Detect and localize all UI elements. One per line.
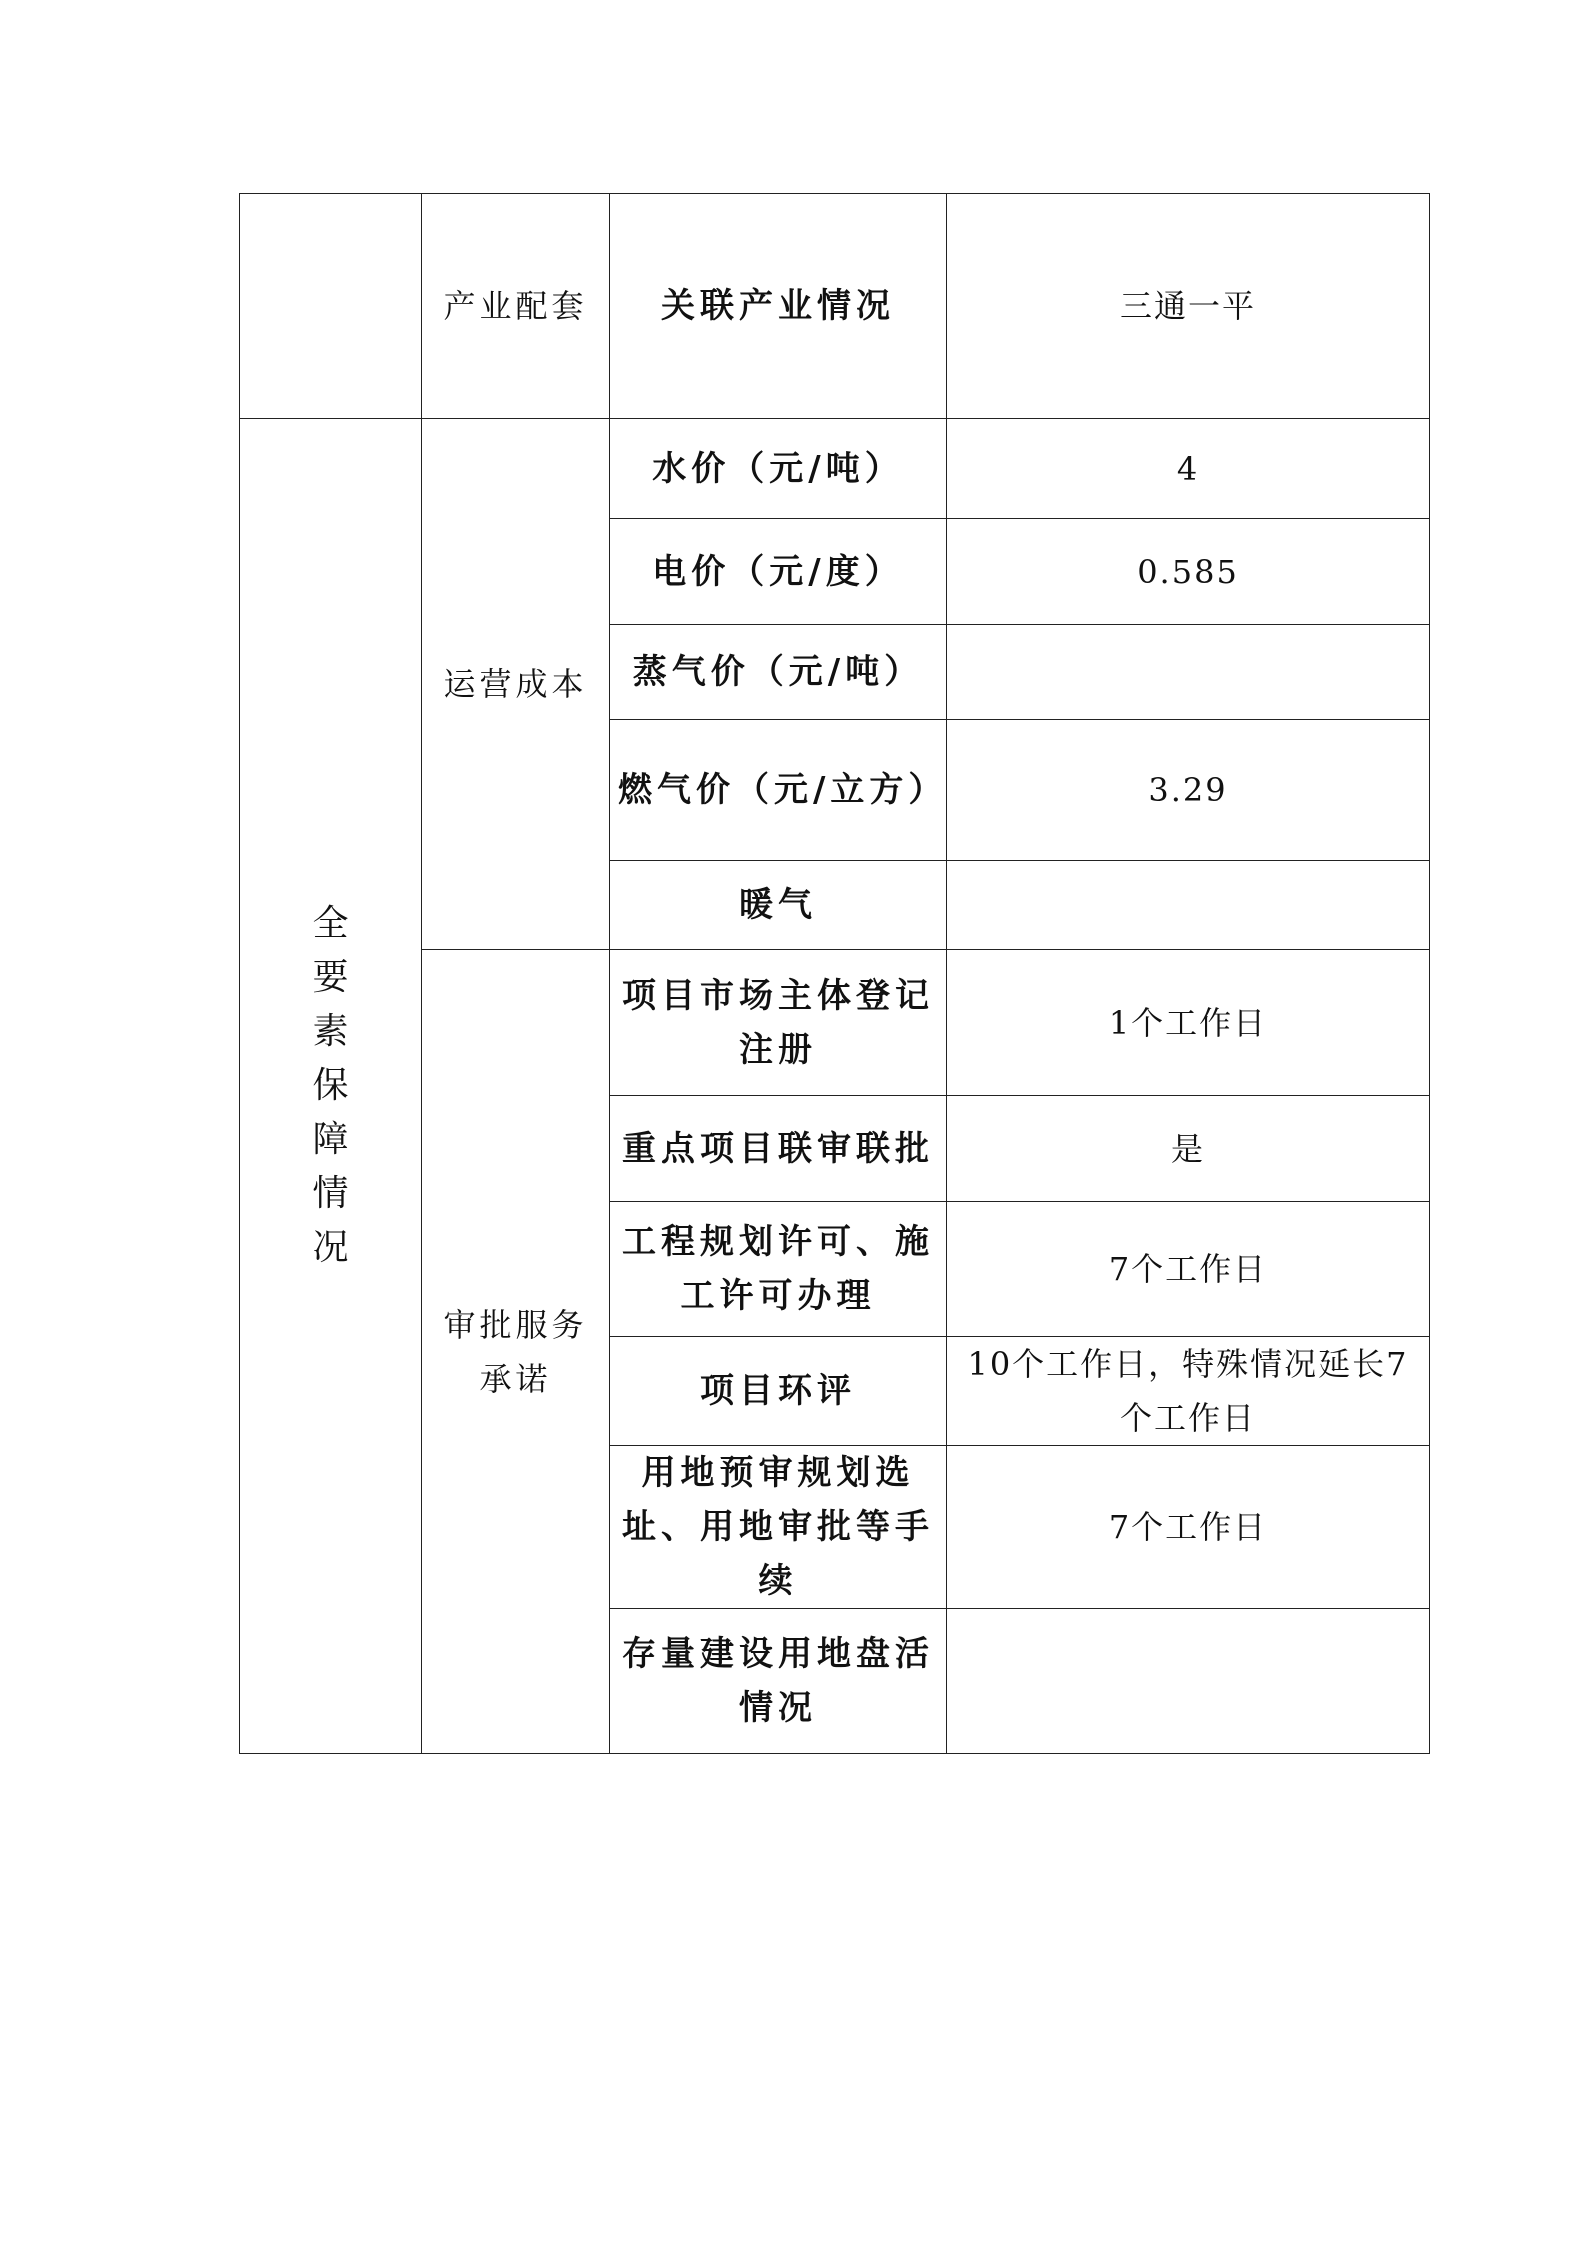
approval-item-cell	[610, 1446, 947, 1609]
group-label-cell	[240, 419, 422, 1754]
approval-value-cell	[947, 1202, 1430, 1337]
group-label-char: 全	[312, 903, 349, 944]
approval-value-cell	[947, 1609, 1430, 1754]
approval-item-cell	[610, 950, 947, 1096]
gas-price-label: 燃气价（元/立方）	[618, 770, 948, 810]
cost-item-cell	[610, 519, 947, 625]
registration-label: 项目市场主体登记注册	[622, 975, 934, 1070]
gas-price-value: 3.29	[1148, 771, 1228, 809]
electricity-price-value: 0.585	[1137, 552, 1239, 591]
approval-item-cell	[610, 1609, 947, 1754]
approval-item-cell	[610, 1337, 947, 1446]
approval-value-cell	[947, 1446, 1430, 1609]
eia-value: 10个工作日，特殊情况延长7个工作日	[967, 1345, 1409, 1437]
group-label-char: 情	[312, 1173, 349, 1214]
planning-permit-value: 7个工作日	[1108, 1250, 1268, 1288]
approval-category-line1: 审批服务	[443, 1305, 588, 1344]
land-approval-label: 用地预审规划选址、用地审批等手续	[622, 1453, 934, 1601]
land-approval-value: 7个工作日	[1108, 1508, 1268, 1546]
approval-value-cell	[947, 1096, 1430, 1202]
operating-cost-category-cell	[422, 419, 610, 950]
guarantee-table	[239, 193, 1430, 1754]
industry-value: 三通一平	[1119, 287, 1256, 325]
cost-value-cell	[947, 861, 1430, 950]
cost-value-cell	[947, 419, 1430, 519]
industry-item-cell	[610, 194, 947, 419]
table-row	[240, 194, 1430, 419]
joint-review-value: 是	[1170, 1129, 1205, 1168]
table-row	[240, 419, 1430, 519]
cost-value-cell	[947, 519, 1430, 625]
group-label-char: 要	[312, 957, 349, 998]
industry-category-cell	[422, 194, 610, 419]
operating-cost-label: 运营成本	[443, 665, 588, 703]
planning-permit-label: 工程规划许可、施工许可办理	[622, 1222, 934, 1316]
approval-value-cell	[947, 950, 1430, 1096]
group-label-char: 保	[312, 1065, 349, 1106]
industry-item-label: 关联产业情况	[661, 286, 895, 326]
industry-category-label: 产业配套	[443, 287, 588, 325]
approval-value-cell	[947, 1337, 1430, 1446]
idle-land-label: 存量建设用地盘活情况	[622, 1634, 934, 1728]
approval-item-cell	[610, 1096, 947, 1202]
cost-item-cell	[610, 720, 947, 861]
eia-label: 项目环评	[700, 1371, 856, 1411]
industry-value-cell	[947, 194, 1430, 419]
approval-category-cell	[422, 950, 610, 1754]
cost-value-cell	[947, 625, 1430, 720]
approval-item-cell	[610, 1202, 947, 1337]
cost-item-cell	[610, 625, 947, 720]
group-label-char: 况	[312, 1227, 349, 1268]
steam-price-label: 蒸气价（元/吨）	[632, 652, 924, 692]
electricity-price-label: 电价（元/度）	[652, 551, 904, 592]
registration-value: 1个工作日	[1108, 1003, 1268, 1042]
heating-label: 暖气	[739, 885, 817, 925]
cost-item-cell	[610, 861, 947, 950]
group-label-char: 障	[312, 1119, 349, 1160]
empty-group-cell	[240, 194, 422, 419]
cost-item-cell	[610, 419, 947, 519]
approval-category-line2: 承诺	[479, 1359, 552, 1398]
joint-review-label: 重点项目联审联批	[622, 1128, 934, 1169]
water-price-label: 水价（元/吨）	[652, 448, 904, 489]
cost-value-cell	[947, 720, 1430, 861]
group-label-char: 素	[312, 1011, 349, 1052]
water-price-value: 4	[1176, 449, 1200, 488]
